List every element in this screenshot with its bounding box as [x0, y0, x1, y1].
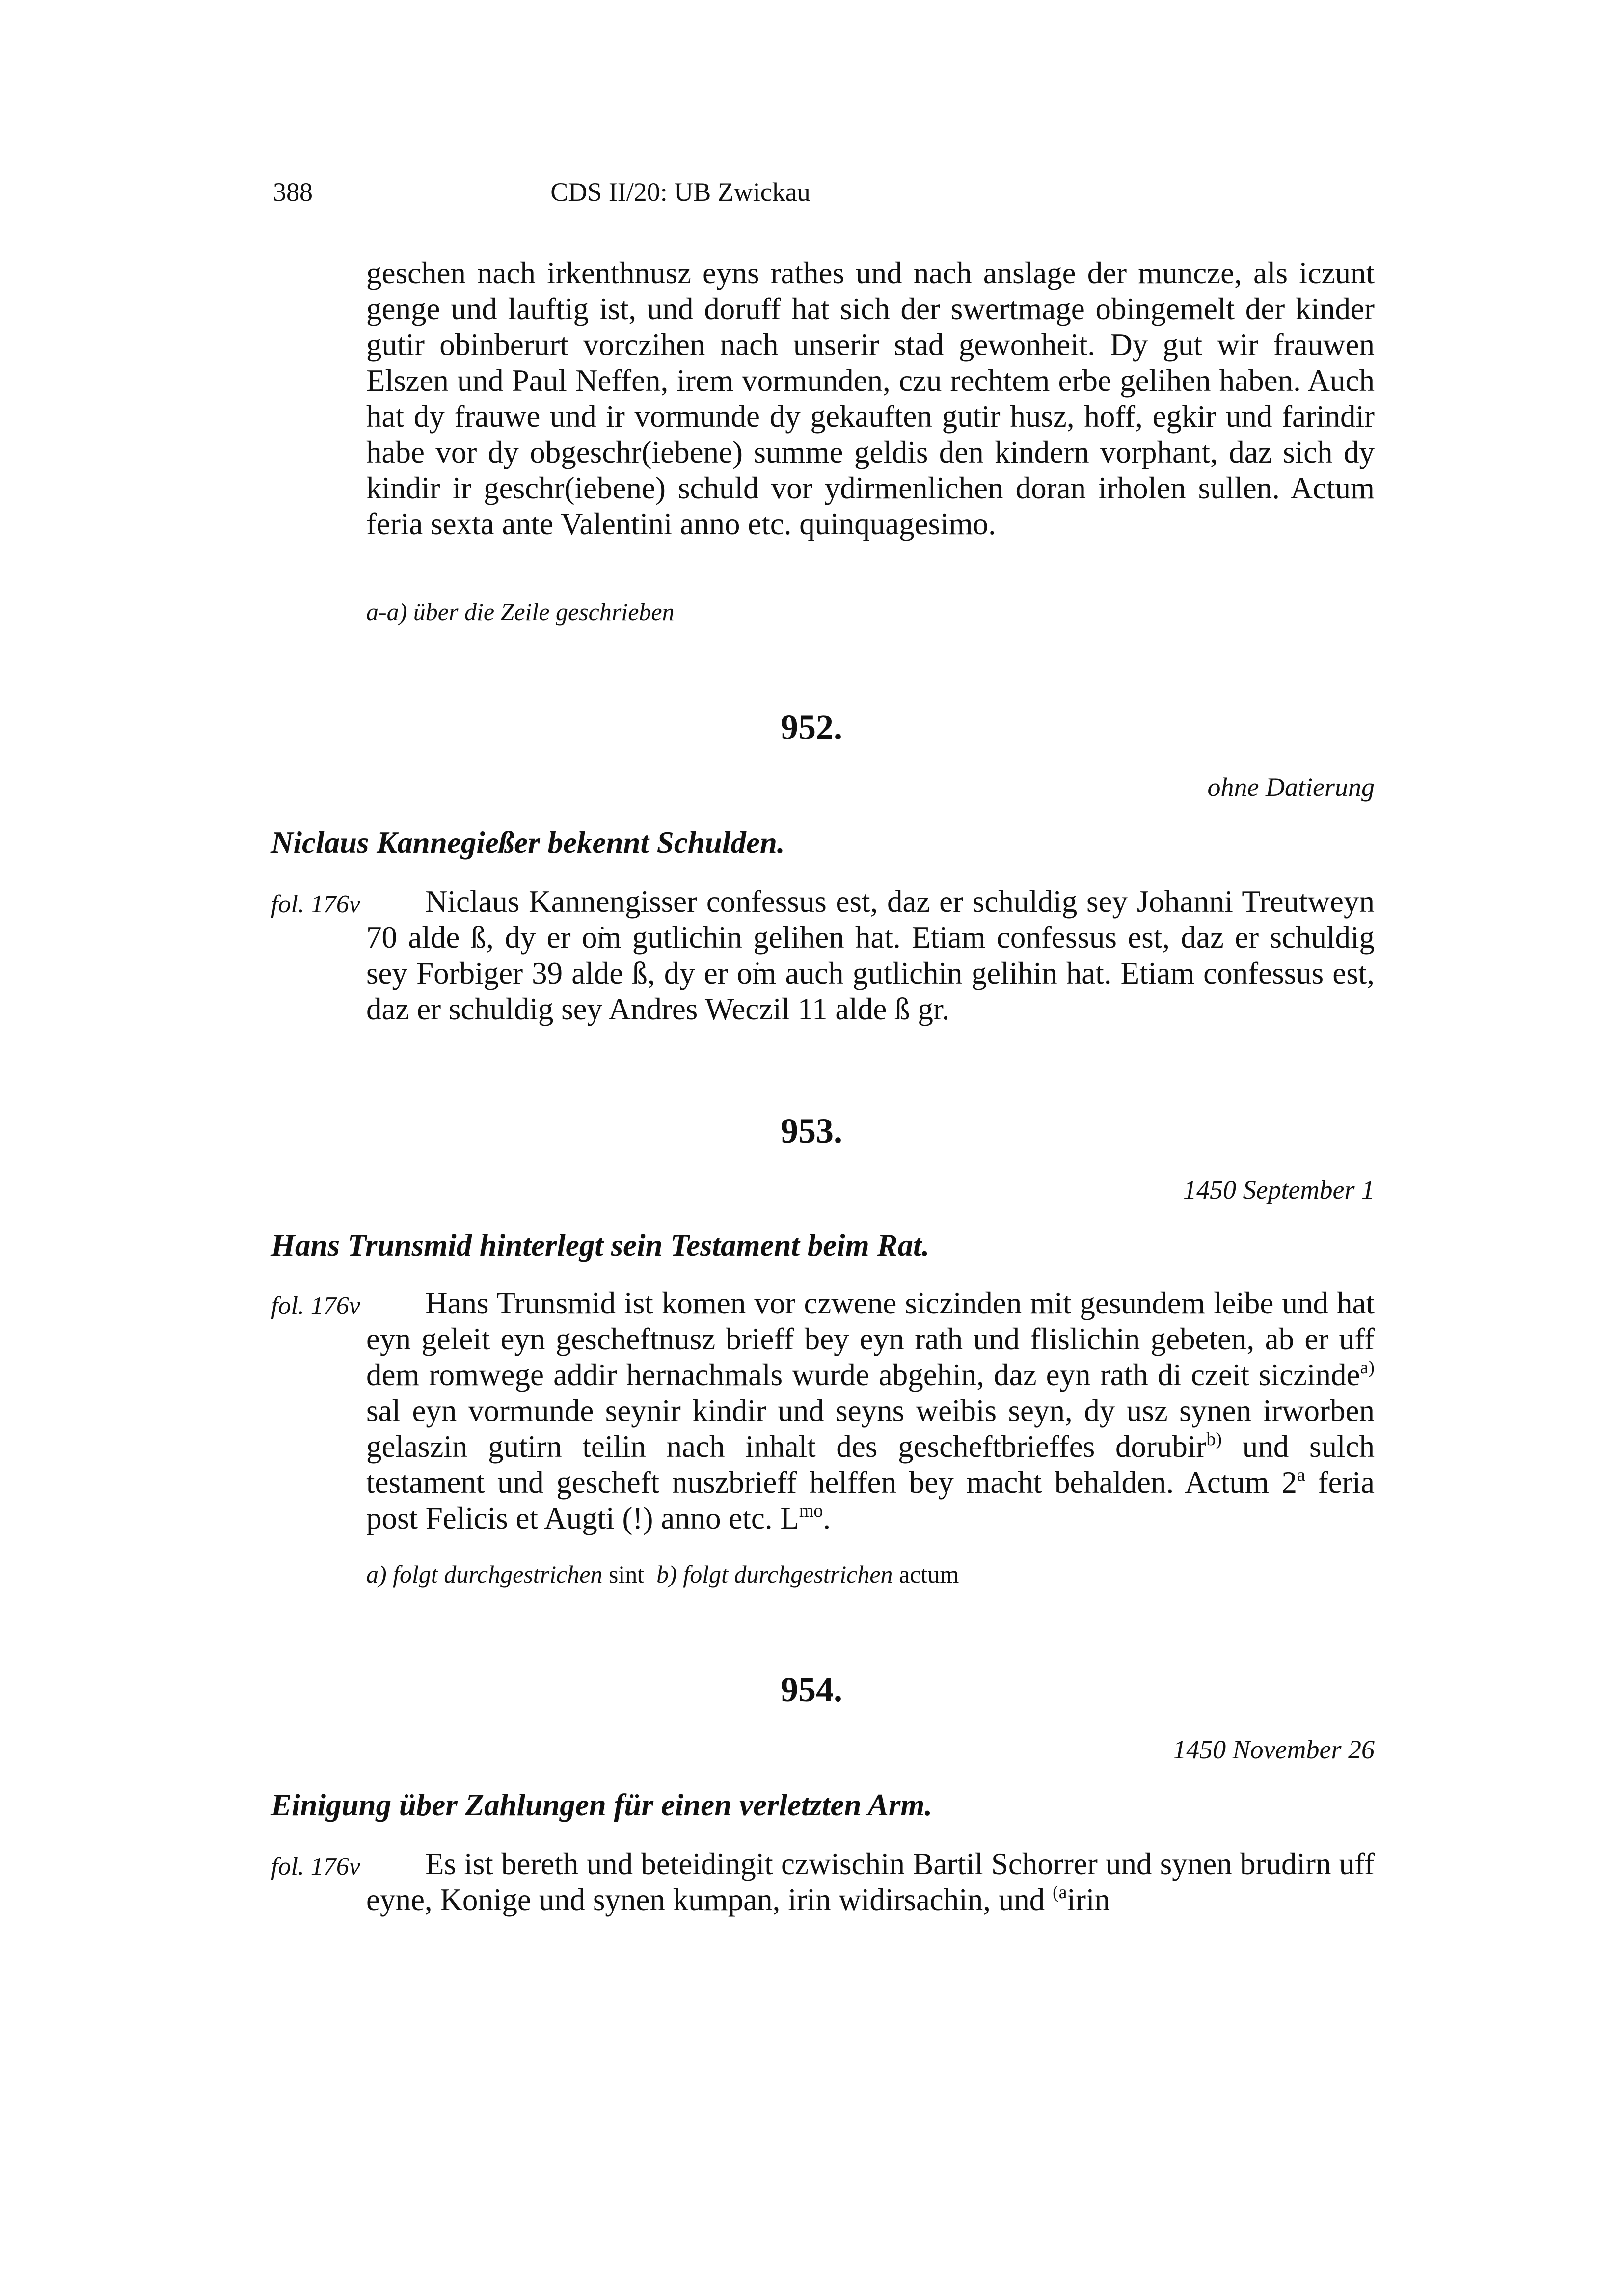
footnote-marker: a)	[1360, 1357, 1375, 1378]
entry-text	[366, 1846, 1375, 1918]
text-run: sal eyn vormunde seynir kindir und seyns weibis seyn, dy usz synen irworben gelaszin gutirn teilin nach inhalt des gescheftbrieffes dorubir	[366, 1394, 1375, 1464]
footnote-marker: (a	[1053, 1882, 1067, 1903]
entry-number: 954.	[781, 1670, 842, 1709]
entry-regest: Niclaus Kannegießer bekennt Schulden.	[271, 825, 785, 860]
footnote-word: sint	[608, 1560, 645, 1588]
entry-date: 1450 September 1	[1183, 1175, 1375, 1204]
entry-number: 952.	[781, 708, 842, 747]
running-head	[273, 177, 1088, 216]
entry-footnotes	[366, 1559, 959, 1589]
entry-date: 1450 November 26	[1173, 1735, 1375, 1764]
entry-text: Niclaus Kannengisser confessus est, daz er schuldig sey Johanni Treutweyn 70 alde ß, dy er o͘m gutlichin gelihen hat. Etiam confessus est, daz er schuldig sey Forbiger 39 alde ß, dy er o͘m auch gutlichin gelihin hat. Etiam confessus est, daz er schuldig sey Andres Weczil 11 alde ß gr.	[366, 884, 1375, 1026]
continuation-footnote	[366, 597, 675, 627]
entry-regest: Hans Trunsmid hinterlegt sein Testament beim Rat.	[271, 1228, 930, 1262]
text-run: .	[823, 1501, 831, 1535]
text-run: irin	[1067, 1883, 1110, 1917]
entry-number: 953.	[781, 1111, 842, 1150]
continuation-paragraph: geschen nach irkenthnusz eyns rathes und nach anslage der muncze, als iczunt genge und lauftig ist, und doruff hat sich der swertmage obingemelt der kinder gutir obinberurt vorczihen nach unserir stad gewonheit. Dy gut wir frauwen Elszen und Paul Neffen, irem vormunden, czu rechtem erbe gelihen haben. Auch hat dy frauwe und ir vormunde dy gekauften gutir husz, hoff, egkir und farindir habe vor dy obgeschr(iebene) summe geldis den kindern vorphant, daz sich dy kindir ir geschr(iebene) schuld vor ydirmenlichen doran irholen sullen. Actum feria sexta ante Valentini anno etc. quinquagesimo.	[366, 256, 1375, 541]
text-run: Hans Trunsmid ist komen vor czwene siczinden mit gesundem leibe und hat eyn geleit eyn gescheftnusz brieff bey eyn rath und flislichin gebeten, ab er uff dem romwege addir hernachmals wurde abgehin, daz eyn rath di czeit siczinde	[366, 1286, 1375, 1392]
running-title: CDS II/20: UB Zwickau	[550, 177, 811, 207]
page-number: 388	[273, 177, 313, 207]
folio-reference: fol. 176v	[271, 1853, 360, 1881]
footnote-marker: b)	[1206, 1429, 1222, 1449]
footnote-text: a-a) über die Zeile geschrieben	[366, 598, 675, 626]
folio-reference: fol. 176v	[271, 1292, 360, 1320]
entry-date: ohne Datierung	[1207, 772, 1375, 802]
superscript: a	[1297, 1465, 1305, 1485]
footnote-word: actum	[899, 1560, 959, 1588]
text-run: und sulch testament und gescheft nuszbrieff helffen bey macht behalden. Actum 2	[366, 1429, 1375, 1500]
text-run: Es ist bereth und beteidingit czwischin Bartil Schorrer und synen brudirn uff eyne, Konige und synen kumpan, irin widirsachin, und	[366, 1847, 1375, 1917]
entry-text	[366, 1285, 1375, 1536]
superscript: mo	[799, 1501, 823, 1521]
footnote-label: a) folgt durchgestrichen	[366, 1560, 603, 1588]
text-run: feria post Felicis et Augti (!) anno etc. L	[366, 1465, 1375, 1535]
footnote-label: b) folgt durchgestrichen	[656, 1560, 893, 1588]
entry-regest: Einigung über Zahlungen für einen verletzten Arm.	[271, 1788, 933, 1822]
folio-reference: fol. 176v	[271, 890, 360, 918]
